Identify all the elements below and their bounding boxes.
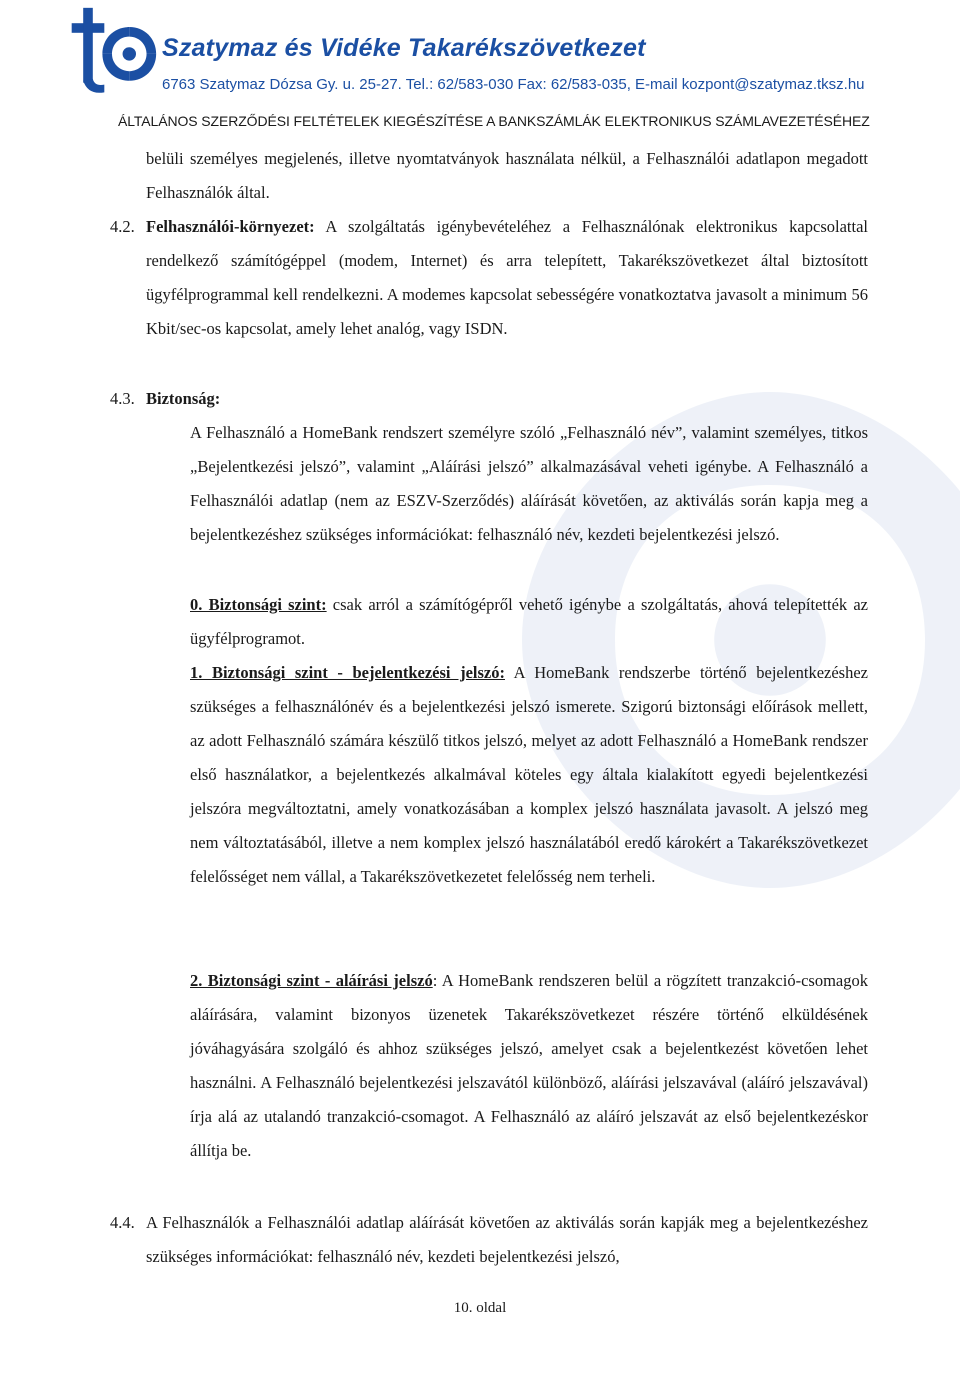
security-level-2-colon: : [432,971,438,990]
intro-paragraph: belüli személyes megjelenés, illetve nyomtatványok használata nélkül, a Felhasználói adatlapon megadott Felhasználók által. [146,149,868,202]
page-number: 10. oldal [453,1300,507,1316]
security-level-0-text: csak arról a számítógépről vehető igénybe a szolgáltatás, ahová telepítették az ügyfélprogramot. [190,595,868,648]
section-4-3-title-row [146,382,868,416]
section-4-4-paragraph: A Felhasználók a Felhasználói adatlap aláírását követően az aktiválás során kapják meg a bejelentkezéshez szükséges információkat: felhasználó név, kezdeti bejelentkezési jelszó, [146,1213,868,1266]
organization-name: Szatymaz és Vidéke Takarékszövetkezet [162,34,646,62]
security-level-1-paragraph [190,656,868,894]
security-level-2-text: A HomeBank rendszeren belül a rögzített tranzakció-csomagok aláírására, valamint bizonyos üzenetek Takarékszövetkezet részére történő elküldésének jóváhagyására szolgáló és ahhoz szükséges jelszó, amelyet csak a bejelentkezést követően lehet használni. A Felhasználó bejelentkezési jelszavától különböző, aláírási jelszavával (aláíró jelszavával) írja alá az utalandó tranzakció-csomagot. A Felhasználó az aláíró jelszavát az első bejelentkezéskor állítja be. [190,971,868,1160]
section-4-4-number: 4.4. [110,1213,135,1232]
security-level-1-title: 1. Biztonsági szint - bejelentkezési jelszó: [190,663,505,682]
organization-contact: 6763 Szatymaz Dózsa Gy. u. 25-27. Tel.: 62/583-030 Fax: 62/583-035, E-mail kozpont@szatymaz.tksz.hu [162,76,865,93]
security-level-1-text: A HomeBank rendszerbe történő bejelentkezéshez szükséges a felhasználónév és a bejelentkezési jelszó ismerete. Szigorú biztonsági előírások mellett, az adott Felhasználó számára készülő titkos jelszó, melyet az adott Felhasználó a HomeBank rendszer első használatkor, a bejelentkezés alkalmával köteles egy általa kialakított egyedi bejelentkezési jelszóra megváltoztatni, amely vonatkozásában a komplex jelszó használata javasolt. A jelszó meg nem változtatásából, illetve a nem komplex jelszó használatából eredő károkért a Takarékszövetkezet felelősséget nem vállal, a Takarékszövetkezetet felelősség nem terheli. [190,663,869,886]
page-header [0,0,960,140]
section-4-2-number: 4.2. [110,217,135,236]
section-4-3-title: Biztonság: [146,389,221,408]
section-4-3-number: 4.3. [110,389,135,408]
section-4-2-text: A szolgáltatás igénybevételéhez a Felhasználónak elektronikus kapcsolattal rendelkező számítógéppel (modem, Internet) és arra telepített, Takarékszövetkezet által biztosított ügyfélprogrammal kell rendelkezni. A modemes kapcsolat sebességére vonatkoztatva javasolt a minimum 56 Kbit/sec-os kapcsolat, amely lehet analóg, vagy ISDN. [146,217,868,338]
security-level-2-paragraph [190,964,868,1168]
section-4-2-title: Felhasználói-környezet: [146,217,315,236]
security-level-0-paragraph [190,588,868,656]
section-4-2-paragraph [146,210,868,346]
bank-logo-icon [64,4,160,100]
security-intro-paragraph: A Felhasználó a HomeBank rendszert személyre szóló „Felhasználó név”, valamint személyes, titkos „Bejelentkezési jelszó”, valamint „Aláírási jelszó” alkalmazásával veheti igénybe. A Felhasználó a Felhasználói adatlap (nem az ESZV-Szerződés) aláírását követően, az aktiválás során kapja meg a bejelentkezéshez szükséges információkat: felhasználó név, kezdeti bejelentkezési jelszó. [190,423,868,544]
security-level-0-title: 0. Biztonsági szint: [190,595,327,614]
security-level-2-title: 2. Biztonsági szint - aláírási jelszó [190,971,433,990]
document-title: ÁLTALÁNOS SZERZŐDÉSI FELTÉTELEK KIEGÉSZÍTÉSE A BANKSZÁMLÁK ELEKTRONIKUS SZÁMLAVEZETÉSÉHEZ [118,113,870,129]
